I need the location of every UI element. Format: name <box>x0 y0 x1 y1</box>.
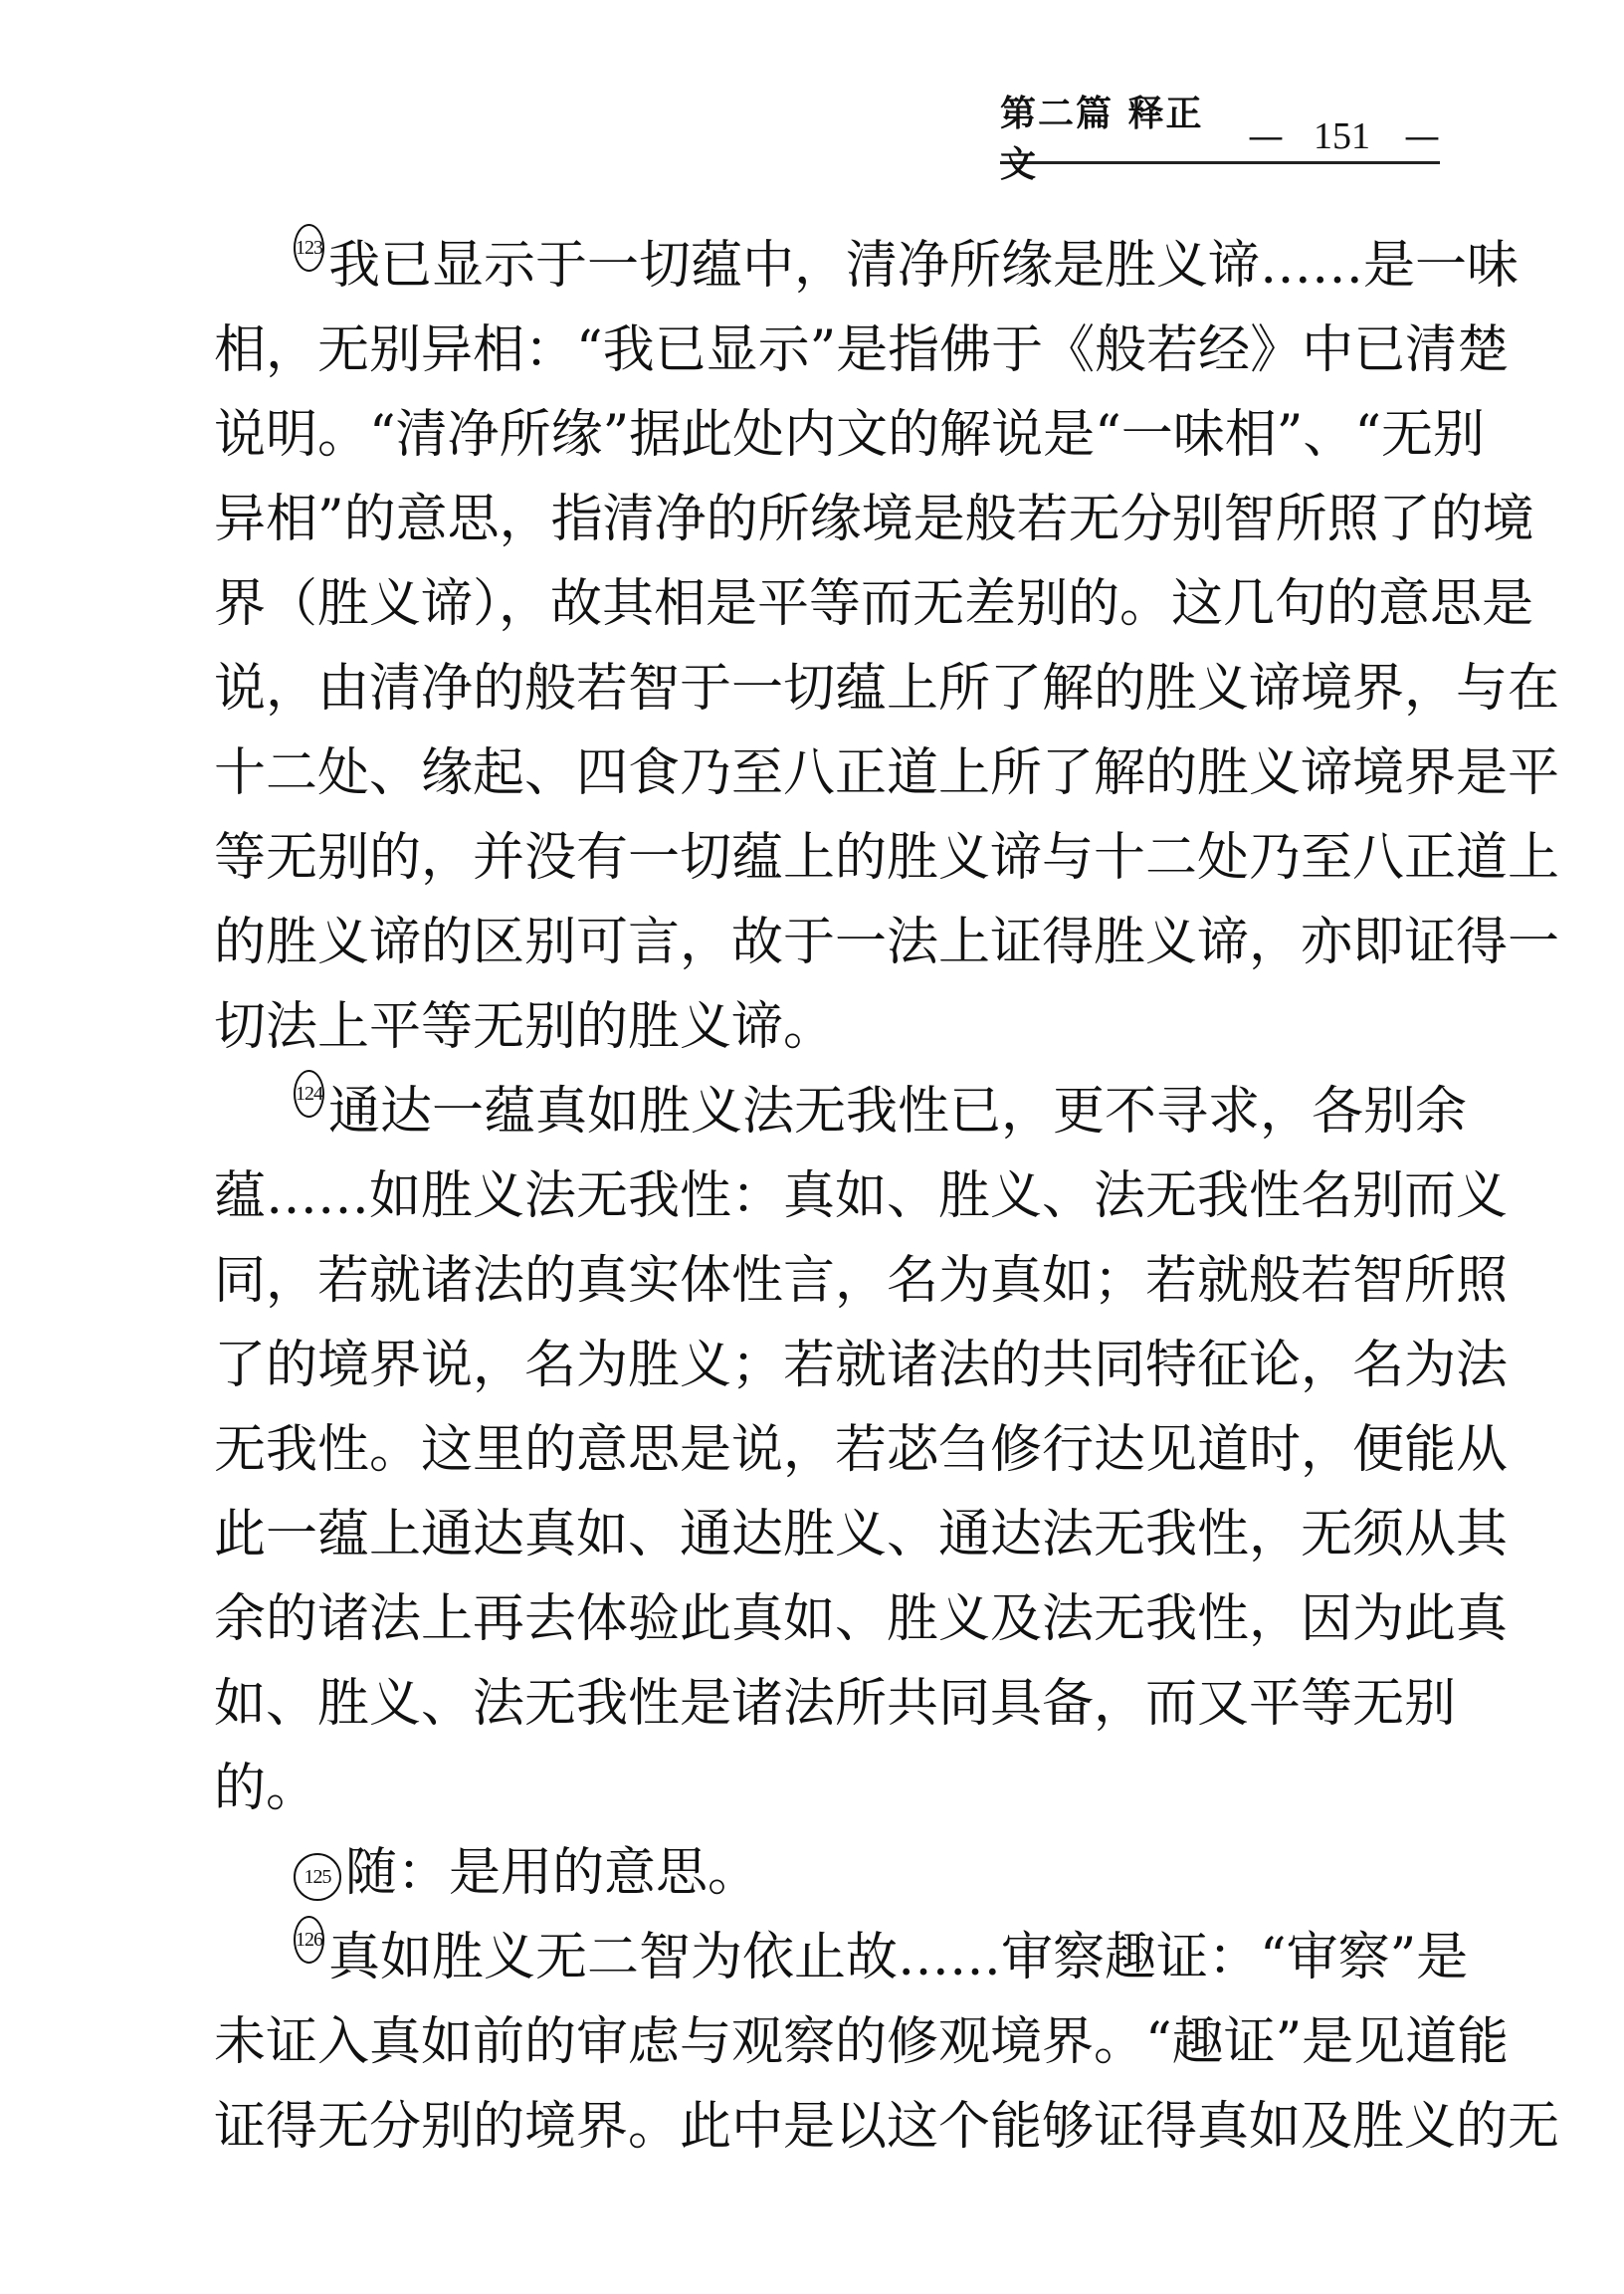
line-text: 异相”的意思，指清净的所缘境是般若无分别智所照了的境 <box>214 490 1534 549</box>
text-line <box>214 478 1534 562</box>
text-line <box>214 985 1433 1070</box>
text-line <box>214 1493 1509 1577</box>
running-header <box>1000 93 1440 185</box>
text-line <box>214 1239 1509 1324</box>
line-text: 未证入真如前的审虑与观察的修观境界。“趣证”是见道能 <box>214 2012 1510 2072</box>
text-line <box>214 1916 1469 2000</box>
line-text: 等无别的，并没有一切蕴上的胜义谛与十二处乃至八正道上 <box>214 828 1560 888</box>
text-line <box>214 224 1520 309</box>
page-dash-left: — <box>1248 115 1284 157</box>
line-text: 说明。“清净所缘”据此处内文的解说是“一味相”、“无别 <box>214 405 1485 465</box>
note-number-circle: 123 <box>294 224 324 272</box>
note-number-circle: 125 <box>294 1853 341 1901</box>
text-line <box>214 901 1560 985</box>
line-text: 的。 <box>214 1759 318 1818</box>
line-text: 通达一蕴真如胜义法无我性已，更不寻求，各别余 <box>328 1082 1468 1142</box>
text-line <box>214 2000 1510 2085</box>
note-number-circle: 126 <box>294 1916 324 1964</box>
text-line <box>214 1154 1509 1239</box>
line-text: 切法上平等无别的胜义谛。 <box>214 997 836 1057</box>
line-text: 界（胜义谛），故其相是平等而无差别的。这几句的意思是 <box>214 574 1534 634</box>
annotation-body <box>214 224 1560 2170</box>
text-line <box>214 816 1560 901</box>
line-text: 十二处、缘起、四食乃至八正道上所了解的胜义谛境界是平 <box>214 743 1560 803</box>
text-line <box>214 1408 1509 1493</box>
text-line <box>214 562 1534 647</box>
note-number-circle: 124 <box>294 1070 324 1118</box>
text-line <box>214 2085 1560 2170</box>
line-text: 证得无分别的境界。此中是以这个能够证得真如及胜义的无 <box>214 2097 1560 2157</box>
line-text: 此一蕴上通达真如、通达胜义、通达法无我性，无须从其 <box>214 1505 1509 1564</box>
line-text: 余的诸法上再去体验此真如、胜义及法无我性，因为此真 <box>214 1589 1509 1649</box>
line-text: 了的境界说，名为胜义；若就诸法的共同特征论，名为法 <box>214 1336 1509 1395</box>
page-dash-right: — <box>1404 115 1440 157</box>
section-title: 第二篇 释正文 <box>1000 93 1204 185</box>
page-number: 151 <box>1314 115 1370 157</box>
text-line <box>214 1577 1509 1662</box>
line-text: 如、胜义、法无我性是诸法所共同具备，而又平等无别 <box>214 1674 1457 1734</box>
text-line <box>214 309 1510 393</box>
line-text: 说，由清净的般若智于一切蕴上所了解的胜义谛境界，与在 <box>214 659 1560 719</box>
line-text: 无我性。这里的意思是说，若苾刍修行达见道时，便能从 <box>214 1420 1509 1480</box>
line-text: 相，无别异相：“我已显示”是指佛于《般若经》中已清楚 <box>214 320 1510 380</box>
text-line <box>214 393 1485 478</box>
line-text: 随：是用的意思。 <box>345 1843 760 1903</box>
text-line <box>214 1070 1468 1154</box>
line-text: 真如胜义无二智为依止故……审察趣证：“审察”是 <box>328 1928 1469 1987</box>
line-text: 的胜义谛的区别可言，故于一法上证得胜义谛，亦即证得一 <box>214 913 1560 972</box>
text-line <box>214 731 1560 816</box>
line-text: 同，若就诸法的真实体性言，名为真如；若就般若智所照 <box>214 1251 1509 1311</box>
text-line <box>214 1747 1433 1831</box>
text-line <box>214 1831 1433 1916</box>
text-line <box>214 1662 1457 1747</box>
line-text: 我已显示于一切蕴中，清净所缘是胜义谛……是一味 <box>328 236 1520 296</box>
text-line <box>214 1324 1509 1408</box>
line-text: 蕴……如胜义法无我性：真如、胜义、法无我性名别而义 <box>214 1166 1509 1226</box>
text-line <box>214 647 1560 731</box>
